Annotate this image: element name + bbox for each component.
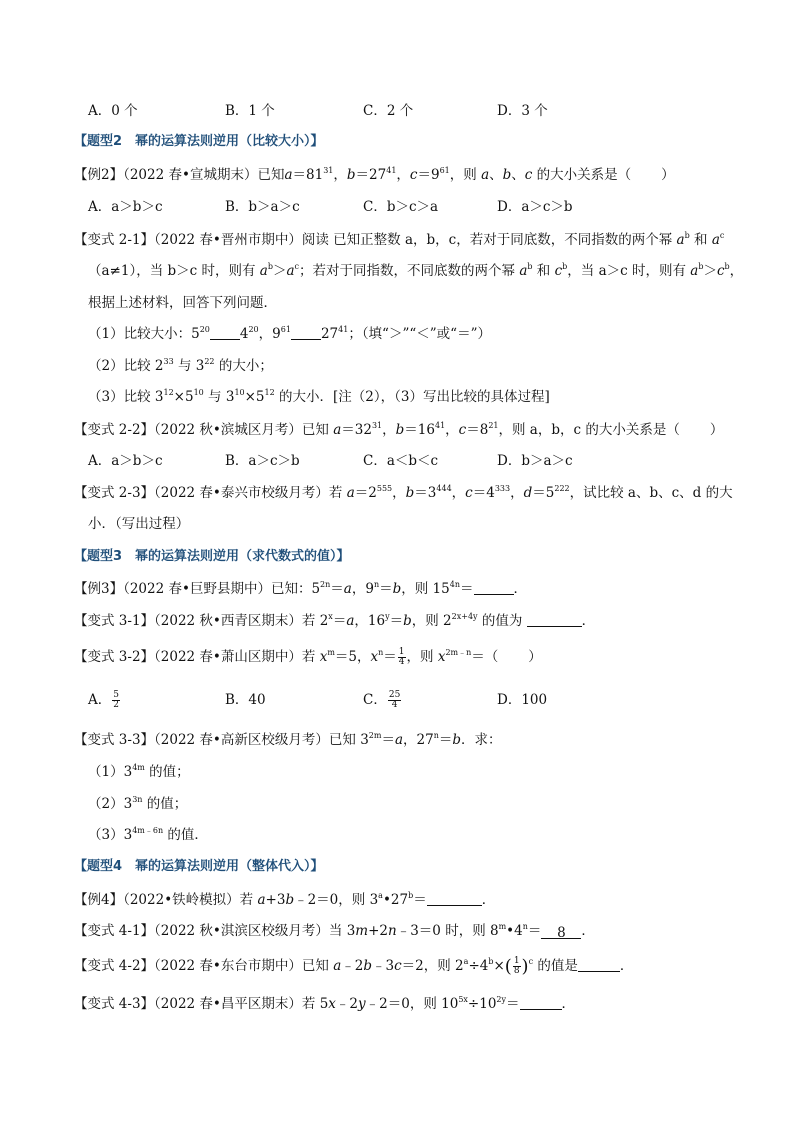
- example-3: 【例3】（2022 春•巨野县期中）已知：$5^{2n}=a$，$9^n=b$，则 $15^{4n}=$ ．: [74, 580, 527, 597]
- section-title-4: 【题型4 幂的运算法则逆用（整体代入）】: [74, 859, 324, 874]
- option-b: B．b＞a＞c: [225, 199, 300, 215]
- variant-2-1-line2: （a≠1），当 b＞c 时，则有 $a^b>a^c$；若对于同指数，不同底数的两个幂 $a^b$ 和 $c^b$，当 a＞c 时，则有 $a^b>c^b$，: [88, 262, 744, 279]
- example-2: 【例2】（2022 春•宣城期末）已知$a=81^{31}$，$b=27^{41}$，$c=9^{61}$，则 a、b、c 的大小关系是（ ）: [74, 166, 675, 183]
- option-a: A．0 个: [88, 103, 138, 119]
- variant-4-2: 【变式 4-2】（2022 春•东台市期中）已知 a﹣2b﹣3c＝2，则 $2^a\div 4^b\times$( $\frac{1}{8}$ )$^c$ 的值是 ．: [74, 956, 634, 977]
- option-d: D．3 个: [497, 103, 548, 119]
- variant-3-3-q3: $(3)3^{4m﹣6n}$ 的值．: [88, 826, 208, 843]
- option-a: A． $\frac{5}{2}$: [88, 690, 119, 710]
- variant-2-1-q1: （1）比较大小：$5^{20}$ $4^{20}$，$9^{61}$ $27^{41}$；（填“＞”“＜”或“＝”）: [88, 325, 491, 342]
- option-d: D．b＞a＞c: [497, 453, 573, 469]
- option-d: D．a＞c＞b: [497, 199, 573, 215]
- option-b: B．40: [225, 692, 266, 708]
- variant-2-1-q2: （2）比较 $2^{33}$ 与 $3^{22}$ 的大小；: [88, 357, 273, 374]
- variant-4-3: 【变式 4-3】（2022 春•昌平区期末）若 5x﹣2y﹣2＝0，则 $10^{5x}\div 10^{2y}=$ ．: [74, 995, 576, 1012]
- variant-3-3: 【变式 3-3】（2022 春•高新区校级月考）已知 $3^{2m}=a$，$27^n=b$．求：: [74, 731, 502, 748]
- variant-2-1-q3: （3）比较 $3^{12}\times 5^{10}$ 与 $3^{10}\times 5^{12}$ 的大小．[注（2），（3）写出比较的具体过程]: [88, 388, 550, 405]
- option-a: A．a＞b＞c: [88, 453, 163, 469]
- variant-2-3-line1: 【变式 2-3】（2022 春•泰兴市校级月考）若 $a=2^{555}$，$b=3^{444}$，$c=4^{333}$，$d=5^{222}$，试比较 a、b、c、d 的大: [74, 484, 733, 501]
- answer-blank: 8: [541, 924, 581, 939]
- variant-4-1: 【变式 4-1】（2022 秋•淇滨区校级月考）当 3m+2n﹣3＝0 时，则 $8^m•4^n= 8$ ．: [74, 922, 595, 941]
- variant-2-2: 【变式 2-2】（2022 秋•滨城区月考）已知 $a=32^{31}$，$b=16^{41}$，$c=8^{21}$，则 a，b，c 的大小关系是（ ）: [74, 421, 724, 438]
- example-4: 【例4】（2022•铁岭模拟）若 a+3b﹣2＝0，则 $3^a•27^b=$ ．: [74, 891, 496, 908]
- option-c: C．b＞c＞a: [363, 199, 439, 215]
- option-d: D．100: [497, 692, 548, 708]
- variant-2-3-line2: 小．（写出过程）: [88, 516, 190, 532]
- variant-2-1-line3: 根据上述材料，回答下列问题．: [88, 295, 277, 311]
- variant-3-1: 【变式 3-1】（2022 秋•西青区期末）若 $2^x=a$，$16^y=b$，则 $2^{2x+4y}$ 的值为 ．: [74, 612, 596, 629]
- option-c: C．2 个: [363, 103, 414, 119]
- option-c: C． $\frac{25}{4}$: [363, 690, 401, 710]
- variant-3-2: 【变式 3-2】（2022 春•萧山区期中）若 $x^m=5$，$x^n=$ $\frac{1}{4}$ ，则 $x^{2m﹣n}=$（ ）: [74, 647, 542, 667]
- variant-3-3-q2: $(2)3^{3n}$ 的值；: [88, 795, 188, 812]
- option-c: C．a＜b＜c: [363, 453, 439, 469]
- section-title-3: 【题型3 幂的运算法则逆用（求代数式的值）】: [74, 549, 350, 564]
- section-title-2: 【题型2 幂的运算法则逆用（比较大小）】: [74, 134, 324, 149]
- option-b: B．a＞c＞b: [225, 453, 300, 469]
- option-b: B．1 个: [225, 103, 275, 119]
- option-a: A．a＞b＞c: [88, 199, 163, 215]
- variant-3-3-q1: $(1)3^{4m}$ 的值；: [88, 763, 190, 780]
- variant-2-1-line1: 【变式 2-1】（2022 春•晋州市期中）阅读 已知正整数 a，b，c，若对于同底数，不同指数的两个幂 $a^b$ 和 $a^c$: [74, 231, 725, 248]
